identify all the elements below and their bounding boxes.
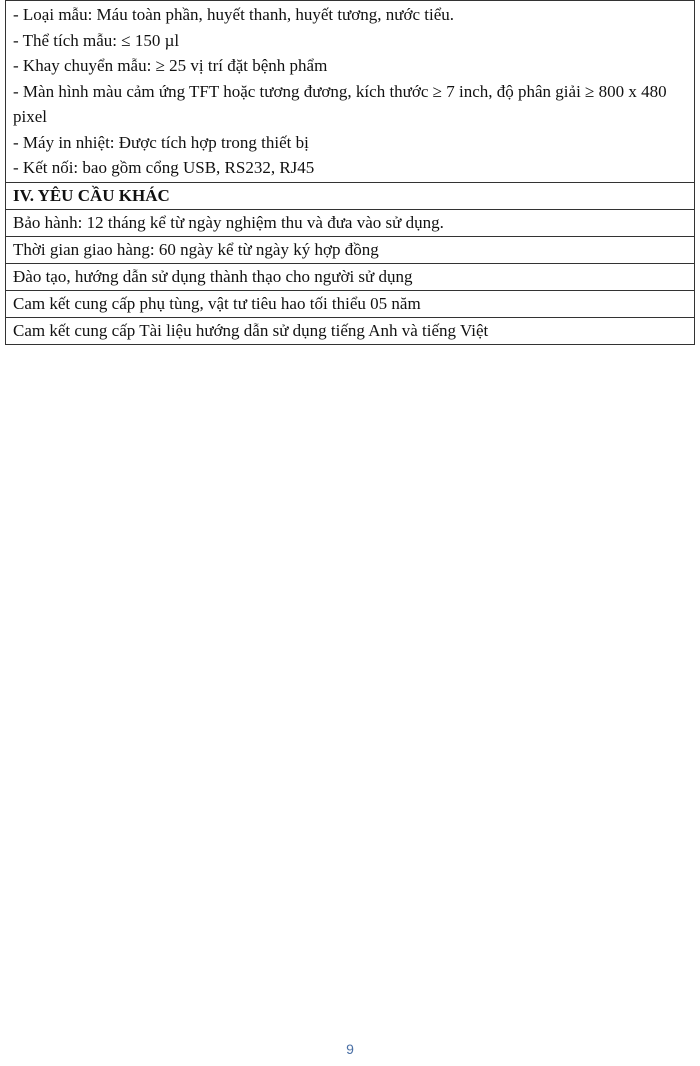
spec-line-sample-tray: - Khay chuyển mẫu: ≥ 25 vị trí đặt bệnh phẩm bbox=[13, 56, 328, 75]
requirement-training: Đào tạo, hướng dẫn sử dụng thành thạo cho người sử dụng bbox=[6, 263, 695, 290]
spec-cell bbox=[6, 1, 695, 183]
page-number: 9 bbox=[346, 1041, 354, 1057]
spec-row bbox=[6, 1, 695, 183]
spec-line-sample-volume: - Thể tích mẫu: ≤ 150 µl bbox=[13, 30, 180, 50]
table-row bbox=[6, 209, 695, 236]
requirement-delivery-time: Thời gian giao hàng: 60 ngày kể từ ngày ký hợp đồng bbox=[6, 236, 695, 263]
section-header-row bbox=[6, 182, 695, 209]
requirement-spare-parts: Cam kết cung cấp phụ tùng, vật tư tiêu hao tối thiểu 05 năm bbox=[6, 290, 695, 317]
requirement-manual: Cam kết cung cấp Tài liệu hướng dẫn sử dụng tiếng Anh và tiếng Việt bbox=[6, 317, 695, 344]
table-row bbox=[6, 236, 695, 263]
table-row bbox=[6, 290, 695, 317]
spec-table bbox=[5, 0, 695, 345]
spec-line-display: - Màn hình màu cảm ứng TFT hoặc tương đương, kích thước ≥ 7 inch, độ phân giải ≥ 800 x 480 pixel bbox=[13, 81, 667, 126]
spec-line-printer: - Máy in nhiệt: Được tích hợp trong thiết bị bbox=[13, 132, 309, 152]
table-row bbox=[6, 317, 695, 344]
table-row bbox=[6, 263, 695, 290]
section-title: IV. YÊU CẦU KHÁC bbox=[6, 182, 695, 209]
spec-line-connectivity: - Kết nối: bao gồm cổng USB, RS232, RJ45 bbox=[13, 158, 315, 177]
spec-line-sample-type: - Loại mẫu: Máu toàn phần, huyết thanh, huyết tương, nước tiểu. bbox=[13, 5, 455, 24]
requirement-warranty: Bảo hành: 12 tháng kể từ ngày nghiệm thu và đưa vào sử dụng. bbox=[6, 209, 695, 236]
